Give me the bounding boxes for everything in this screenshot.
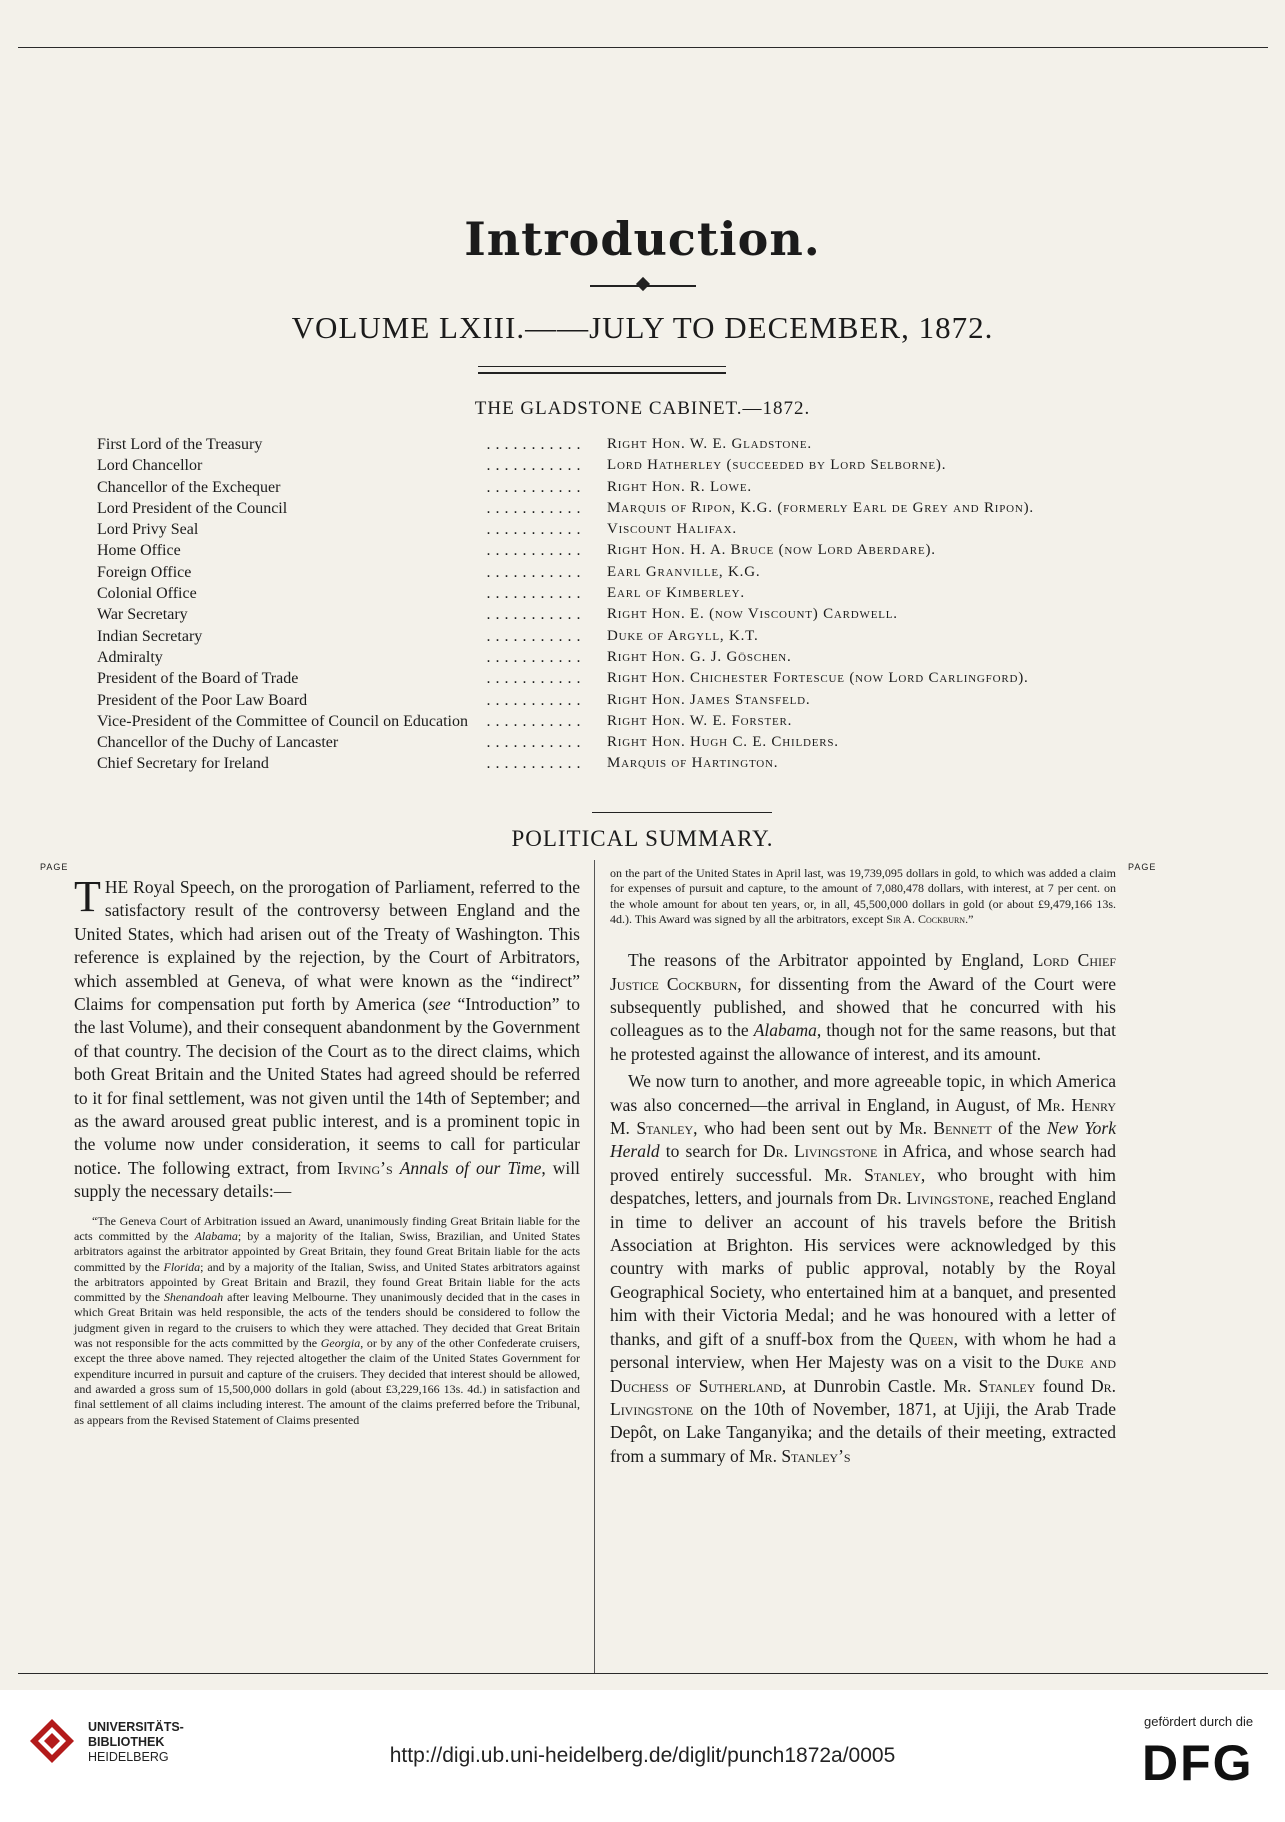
text-run: Mr. Stanley	[943, 1375, 1036, 1396]
leader-dots: . . . . . . . . . . .	[486, 585, 581, 603]
text-run: on the part of the United States in April last, was 19,739,095 dollars in gold, to which was added a claim for expenses of pursuit and capture, to the amount of 7,080,478 dollars, with interest, at 7 per cent. on the whole amount for about ten years, or, in all, 45,500,000 dollars in gold (or about £9,479,166 13s. 4d.). This Award was signed by all the arbitrators, except	[610, 866, 1116, 926]
cabinet-post: Home Office	[97, 540, 187, 561]
text-run: , or by any of the other Confederate cruisers, except the three above named. They rejected altogether the claim of the United States Government for expenditure incurred in pursuit and capture of the cruisers. They decided that interest should be allowed, and awarded a gross sum of 15,500,000 dollars in gold (about £3,229,166 13s. 4d.) in satisfaction and final settlement of all claims including interest. The amount of the claims preferred before the Tribunal, as appears from the Revised Statement of Claims presented	[74, 1336, 580, 1427]
cabinet-heading: THE GLADSTONE CABINET.—1872.	[474, 398, 811, 419]
text-run: Alabama	[194, 1228, 238, 1243]
cabinet-holder: Right Hon. Hugh C. E. Childers.	[607, 734, 839, 751]
page-label-left: PAGE	[40, 862, 69, 872]
text-run: New York Herald	[610, 1118, 1116, 1162]
cabinet-row	[97, 647, 1197, 668]
text-run: , who brought with him despatches, letters, and journals from	[610, 1164, 1116, 1209]
text-run: ; by a majority of the Italian, Swiss, Brazilian, and United States arbitrators against the arbitrator appointed by Great Britain, they found Great Britain liable for the acts committed by the	[74, 1228, 580, 1274]
text-run: Queen	[908, 1328, 954, 1349]
cabinet-row	[97, 434, 1197, 455]
leader-dots: . . . . . . . . . . .	[486, 436, 581, 453]
cabinet-row	[97, 626, 1197, 647]
dfg-logo: DFG	[1142, 1735, 1254, 1791]
cabinet-row	[97, 519, 1197, 540]
text-run: Florida	[163, 1259, 201, 1274]
cabinet-post: President of the Board of Trade	[97, 668, 304, 689]
cabinet-holder: Right Hon. James Stansfeld.	[607, 691, 811, 708]
cabinet-holder: Right Hon. E. (now Viscount) Cardwell.	[607, 606, 898, 623]
text-run: Georgia	[320, 1336, 361, 1351]
text-run: Dr. Livingstone	[762, 1141, 878, 1162]
right-column	[610, 866, 1116, 1468]
leader-dots: . . . . . . . . . . .	[486, 627, 581, 645]
text-run: Lord Chief Justice Cockburn	[610, 950, 1116, 994]
cabinet-list	[97, 434, 1197, 775]
left-lead-paragraph	[74, 872, 581, 1204]
text-run: “Introduction” to the last Volume), and their consequent abandonment by the Government of that country. The decision of the Court as to the direct claims, which both Great Britain and the United States had agreed should be referred to it for final settlement, was not given until the 14th of September; and as the award aroused great public interest, and is a prominent topic in the volume now under consideration, it seems to call for particular notice. The following extract, from	[74, 994, 580, 1178]
cabinet-holder: Earl of Kimberley.	[607, 585, 745, 602]
drop-cap: T	[74, 872, 101, 921]
leader-dots: . . . . . . . . . . .	[486, 606, 581, 624]
cabinet-post: Admiralty	[97, 647, 169, 668]
top-rule	[18, 47, 1268, 48]
title-ornament-diamond	[636, 277, 650, 291]
text-run: Dr. Livingstone	[876, 1188, 990, 1209]
leader-dots: . . . . . . . . . . .	[486, 755, 581, 773]
cabinet-row	[97, 668, 1197, 689]
text-run: , though not for the same reasons, but that he protested against the allowance of interest, and its amount.	[610, 1020, 1116, 1064]
leader-dots: . . . . . . . . . . .	[486, 563, 581, 581]
leader-dots: . . . . . . . . . . .	[486, 521, 581, 539]
cabinet-row	[97, 477, 1197, 498]
leader-dots: . . . . . . . . . . .	[486, 542, 581, 560]
cabinet-post: Lord Privy Seal	[97, 519, 204, 540]
text-run: .”	[965, 911, 974, 926]
text-run: of the	[991, 1118, 1047, 1139]
funded-by-label: gefördert durch die	[1144, 1714, 1254, 1729]
cabinet-holder: Right Hon. W. E. Forster.	[607, 712, 793, 729]
cabinet-holder: Right Hon. G. J. Göschen.	[607, 648, 792, 665]
cabinet-holder: Right Hon. H. A. Bruce (now Lord Aberdare).	[607, 542, 936, 559]
cabinet-post: First Lord of the Treasury	[97, 434, 268, 455]
leader-dots: . . . . . . . . . . .	[486, 734, 581, 752]
section-separator	[592, 812, 772, 813]
text-run: found	[1035, 1375, 1091, 1396]
text-run: , who had been sent out by	[693, 1118, 900, 1139]
leader-dots: . . . . . . . . . . .	[486, 691, 581, 709]
leader-dots: . . . . . . . . . . .	[486, 712, 581, 730]
cabinet-post: Foreign Office	[97, 562, 197, 583]
cabinet-post: Chancellor of the Duchy of Lancaster	[97, 732, 344, 753]
text-run: Shenandoah	[163, 1290, 224, 1305]
text-run: , for dissenting from the Award of the Court were subsequently published, and showed that he concurred with his colleagues as to the	[610, 973, 1116, 1041]
double-rule-bottom	[478, 372, 726, 374]
cabinet-row	[97, 455, 1197, 476]
cabinet-holder: Marquis of Ripon, K.G. (formerly Earl de Grey and Ripon).	[607, 499, 1034, 516]
text-run: on the 10th of November, 1871, at Ujiji, the Arab Trade Depôt, on Lake Tanganyika; and the details of their meeting, extracted from a summary of	[610, 1398, 1116, 1466]
bottom-rule	[18, 1673, 1268, 1674]
cabinet-row	[97, 690, 1197, 711]
text-run: Mr. Bennett	[899, 1118, 992, 1139]
cabinet-holder: Earl Granville, K.G.	[607, 563, 761, 580]
cabinet-row	[97, 583, 1197, 604]
left-column	[74, 872, 581, 1428]
text-run: Alabama	[753, 1020, 817, 1041]
political-summary-heading: POLITICAL SUMMARY.	[511, 826, 774, 851]
cabinet-post: Vice-President of the Committee of Council on Education	[97, 711, 474, 732]
library-line: UNIVERSITÄTS-	[88, 1720, 184, 1734]
double-rule-top	[478, 366, 726, 367]
text-run: Irving’s	[337, 1157, 393, 1178]
cabinet-post: Chief Secretary for Ireland	[97, 753, 275, 774]
library-line: BIBLIOTHEK	[88, 1735, 165, 1749]
text-run: The reasons of the Arbitrator appointed by England,	[628, 950, 1033, 971]
cabinet-holder: Right Hon. R. Lowe.	[607, 478, 752, 495]
cabinet-row	[97, 540, 1197, 561]
text-run: to search for	[659, 1141, 763, 1162]
library-line: HEIDELBERG	[88, 1750, 169, 1764]
text-run: after leaving Melbourne. They unanimously decided that in the cases in which Great Britain was held responsible, the acts of the tenders should be considered to follow the judgment given in regard to the cruisers to which they were attached. They decided that Great Britain was not responsible for the acts committed by the	[74, 1290, 580, 1351]
text-run: , reached England in time to deliver an account of his travels before the British Association at Brighton. His services were acknowledged by this country with marks of public approval, notably by the Royal Geographical Society, who entertained him at a banquet, and presented him with their Victoria Medal; and he was honoured with a letter of thanks, and gift of a snuff-box from the	[610, 1188, 1117, 1349]
leader-dots: . . . . . . . . . . .	[486, 648, 581, 666]
cabinet-post: Chancellor of the Exchequer	[97, 477, 286, 498]
cabinet-post: President of the Poor Law Board	[97, 690, 313, 711]
leader-dots: . . . . . . . . . . .	[486, 478, 581, 496]
page-title: Introduction.	[464, 212, 821, 266]
cabinet-post: War Secretary	[97, 604, 194, 625]
text-run: , will supply the necessary details:—	[74, 1157, 581, 1202]
text-run: Duke and Duchess of Sutherland	[610, 1352, 1116, 1396]
text-run: , with whom he had a personal interview, when Her Majesty was on a visit to the	[610, 1328, 1116, 1373]
cabinet-row	[97, 604, 1197, 625]
left-quote	[74, 1214, 580, 1428]
text-run: Mr. Henry M. Stanley	[610, 1094, 1116, 1139]
cabinet-row	[97, 753, 1197, 774]
cabinet-holder: Viscount Halifax.	[607, 521, 737, 538]
cabinet-holder: Duke of Argyll, K.T.	[607, 627, 759, 644]
text-run: in Africa, and whose search had proved entirely successful.	[610, 1141, 1116, 1185]
leader-dots: . . . . . . . . . . .	[486, 499, 581, 517]
cabinet-holder: Lord Hatherley (succeeded by Lord Selborne).	[607, 457, 947, 474]
page-label-right: PAGE	[1128, 862, 1157, 872]
right-quote-continuation	[610, 866, 1116, 927]
source-url-link[interactable]: http://digi.ub.uni-heidelberg.de/diglit/punch1872a/0005	[389, 1744, 896, 1767]
text-run: We now turn to another, and more agreeable topic, in which America was also concerned—the arrival in England, in August, of	[610, 1071, 1116, 1115]
text-run: HE Royal Speech, on the prorogation of Parliament, referred to the satisfactory result of the controversy between England and the United States, which had arisen out of the Treaty of Washington. This reference is explained by the rejection, by the Court of Arbitrators, which assembled at Geneva, of what were known as the “indirect” Claims for compensation put forth by America (	[74, 877, 580, 1015]
text-run: Mr. Stanley	[824, 1164, 921, 1185]
text-run: see	[428, 994, 451, 1015]
leader-dots: . . . . . . . . . . .	[486, 670, 581, 688]
text-run: “The Geneva Court of Arbitration issued an Award, unanimously finding Great Britain liable for the acts committed by the	[74, 1213, 580, 1243]
cabinet-post: Colonial Office	[97, 583, 203, 604]
cabinet-holder: Marquis of Hartington.	[607, 755, 779, 772]
text-run: Mr. Stanley’s	[749, 1445, 851, 1466]
volume-heading: VOLUME LXIII.——JULY TO DECEMBER, 1872.	[291, 310, 994, 345]
right-paragraph-1	[610, 949, 1116, 1066]
column-divider	[594, 860, 595, 1673]
text-run: Dr. Livingstone	[610, 1375, 1117, 1419]
text-run: , at Dunrobin Castle.	[781, 1375, 944, 1396]
cabinet-post: Indian Secretary	[97, 626, 208, 647]
text-run: Annals of our Time	[399, 1157, 542, 1178]
leader-dots: . . . . . . . . . . .	[486, 457, 581, 475]
cabinet-holder: Right Hon. Chichester Fortescue (now Lord Carlingford).	[607, 670, 1029, 687]
cabinet-row	[97, 711, 1197, 732]
right-paragraph-2	[610, 1070, 1116, 1468]
cabinet-row	[97, 498, 1197, 519]
cabinet-row	[97, 732, 1197, 753]
text-run: ; and by a majority of the Italian, Swiss, and United States arbitrators against the arbitrators appointed by Great Britain and Brazil, they found Great Britain liable for the acts committed by the	[74, 1259, 580, 1305]
text-run: Sir A. Cockburn	[886, 911, 966, 926]
cabinet-row	[97, 562, 1197, 583]
cabinet-holder: Right Hon. W. E. Gladstone.	[607, 436, 812, 452]
cabinet-post: Lord President of the Council	[97, 498, 293, 519]
cabinet-post: Lord Chancellor	[97, 455, 208, 476]
